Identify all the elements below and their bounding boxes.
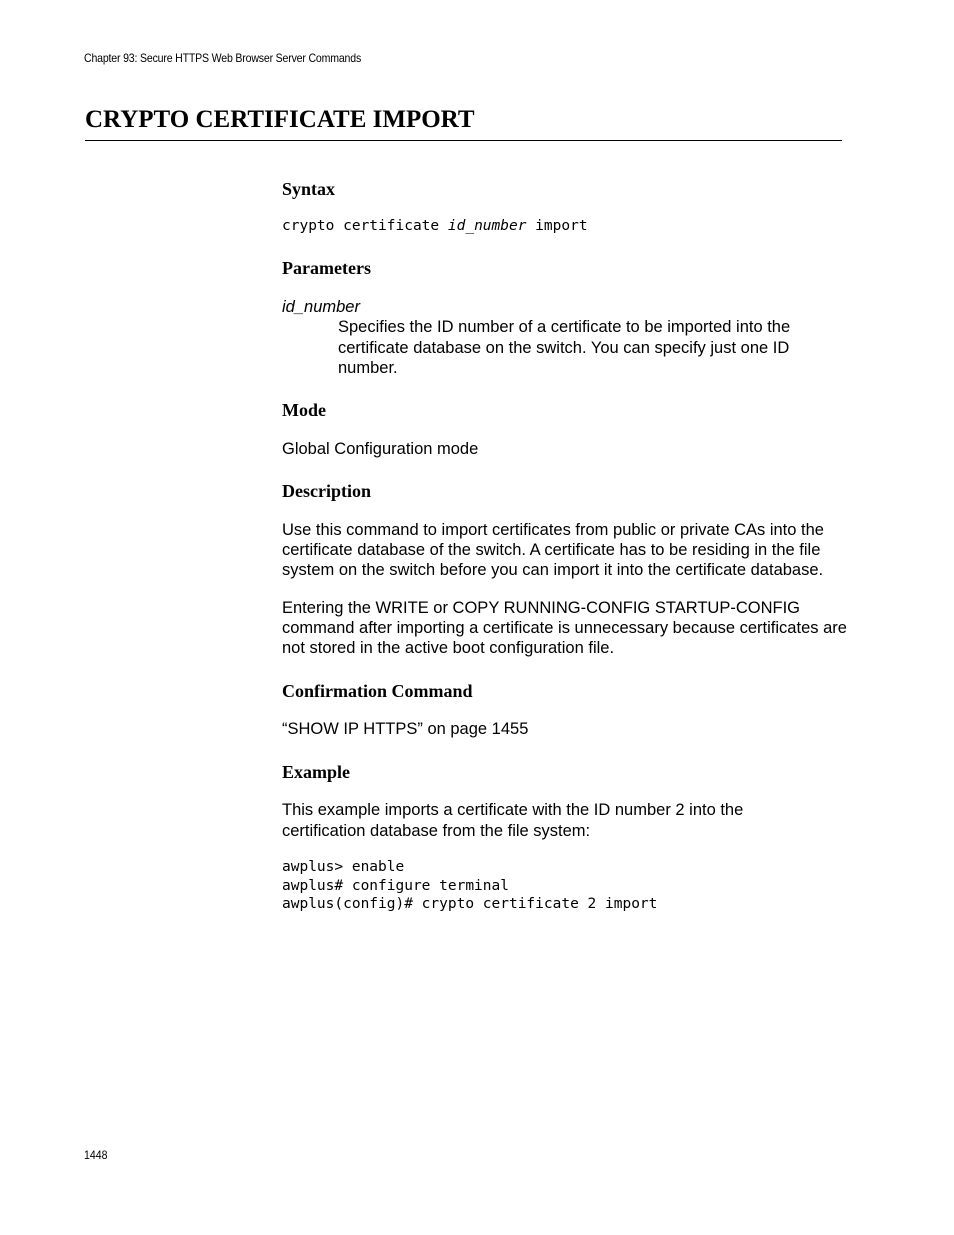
example-heading: Example	[282, 762, 351, 782]
mode-heading: Mode	[282, 400, 326, 420]
example-code-block	[282, 858, 657, 914]
syntax-param: id_number	[447, 218, 527, 234]
mode-text: Global Configuration mode	[282, 440, 479, 458]
syntax-suffix: import	[526, 218, 588, 234]
code-line: awplus> enable	[282, 859, 405, 875]
description-paragraph-2: Entering the WRITE or COPY RUNNING-CONFIG STARTUP-CONFIG command after importing a certificate is unnecessary because certificates are not stored in the active boot configuration file.	[282, 599, 847, 657]
syntax-heading: Syntax	[282, 179, 336, 199]
code-line: awplus(config)# crypto certificate 2 import	[282, 896, 658, 912]
running-header: Chapter 93: Secure HTTPS Web Browser Server Commands	[84, 51, 362, 65]
description-paragraph-1: Use this command to import certificates from public or private CAs into the certificate database of the switch. A certificate has to be residing in the file system on the switch before you can import it into the certificate database.	[282, 521, 824, 579]
code-line: awplus# configure terminal	[282, 877, 509, 894]
parameter-description: Specifies the ID number of a certificate to be imported into the certificate database on the switch. You can specify just one ID number.	[338, 318, 791, 377]
page-number: 1448	[84, 1148, 108, 1162]
parameters-heading: Parameters	[282, 258, 371, 278]
description-heading: Description	[282, 481, 371, 501]
page-title: CRYPTO CERTIFICATE IMPORT	[85, 106, 475, 133]
example-intro: This example imports a certificate with the ID number 2 into the certification database from the file system:	[282, 801, 744, 840]
syntax-line	[282, 217, 588, 236]
confirmation-link[interactable]: “SHOW IP HTTPS” on page 1455	[282, 720, 529, 738]
confirmation-heading: Confirmation Command	[282, 681, 473, 701]
syntax-prefix: crypto certificate	[282, 218, 448, 234]
parameter-name: id_number	[282, 298, 360, 316]
title-rule	[85, 140, 842, 141]
